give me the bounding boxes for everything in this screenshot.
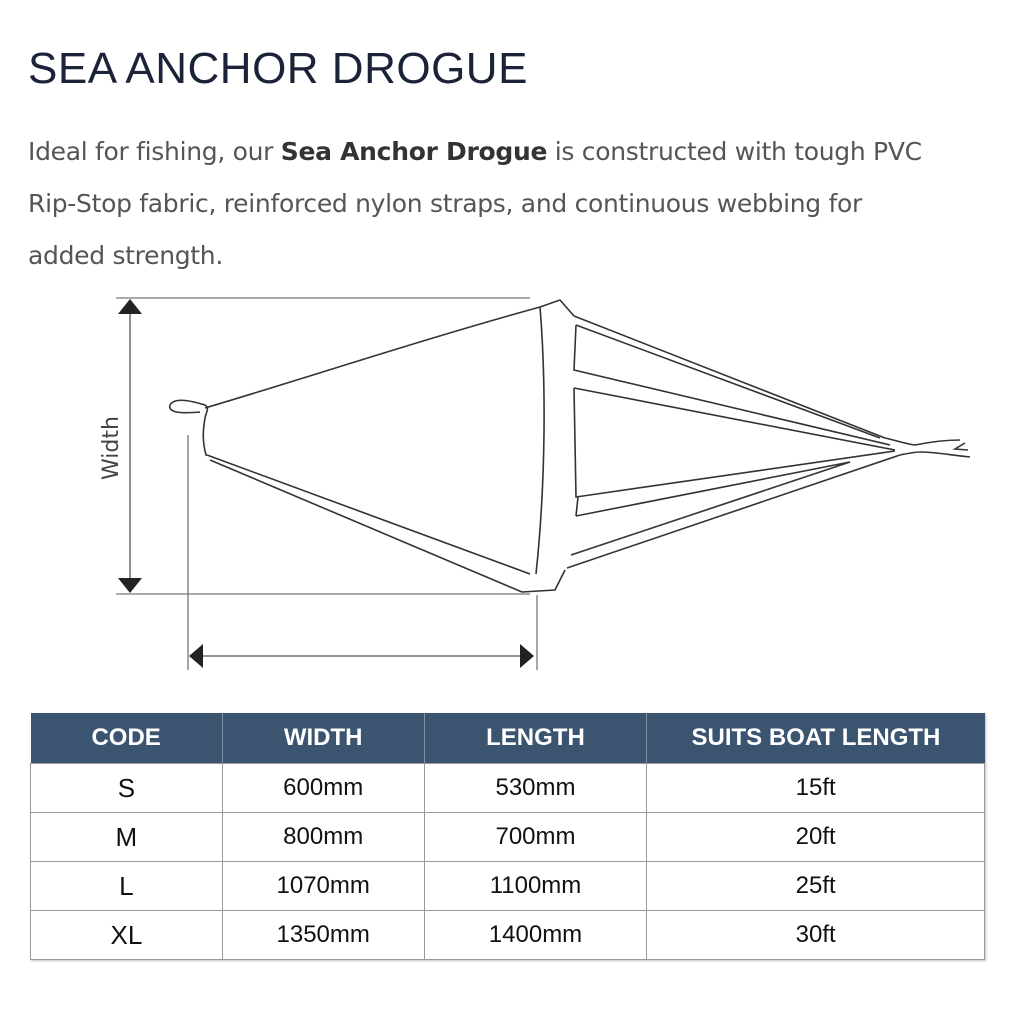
description-product-name: Sea Anchor Drogue: [280, 137, 548, 166]
cell-code: M: [31, 813, 223, 862]
table-row: [31, 813, 985, 862]
length-arrow-icon: [189, 644, 534, 668]
description-suffix: is constructed with tough PVC Rip-Stop fabric, reinforced nylon straps, and continuous webbing for added strength.: [28, 137, 922, 270]
table-row: [31, 911, 985, 960]
cell-width: 1070mm: [222, 862, 424, 911]
cell-code: S: [31, 764, 223, 813]
header-code: CODE: [31, 713, 223, 764]
dimension-lines: [116, 298, 537, 670]
cell-boat-length: 25ft: [647, 862, 985, 911]
header-length: LENGTH: [424, 713, 647, 764]
drogue-body: [170, 300, 574, 592]
cell-boat-length: 20ft: [647, 813, 985, 862]
cell-code: L: [31, 862, 223, 911]
cell-code: XL: [31, 911, 223, 960]
cell-width: 800mm: [222, 813, 424, 862]
cell-length: 1100mm: [424, 862, 647, 911]
cell-length: 700mm: [424, 813, 647, 862]
cell-length: 530mm: [424, 764, 647, 813]
description-prefix: Ideal for fishing, our: [28, 137, 281, 166]
product-description: [28, 126, 928, 282]
cell-width: 1350mm: [222, 911, 424, 960]
drogue-straps: [567, 316, 970, 568]
cell-length: 1400mm: [424, 911, 647, 960]
table-row: [31, 764, 985, 813]
width-label: Width: [99, 416, 124, 480]
cell-width: 600mm: [222, 764, 424, 813]
cell-boat-length: 30ft: [647, 911, 985, 960]
header-width: WIDTH: [222, 713, 424, 764]
table-row: [31, 862, 985, 911]
header-boat-length: SUITS BOAT LENGTH: [647, 713, 985, 764]
page-title: SEA ANCHOR DROGUE: [28, 44, 528, 93]
table-header-row: [31, 713, 985, 764]
cell-boat-length: 15ft: [647, 764, 985, 813]
size-spec-table: [30, 713, 985, 960]
drogue-diagram: [0, 280, 1024, 680]
